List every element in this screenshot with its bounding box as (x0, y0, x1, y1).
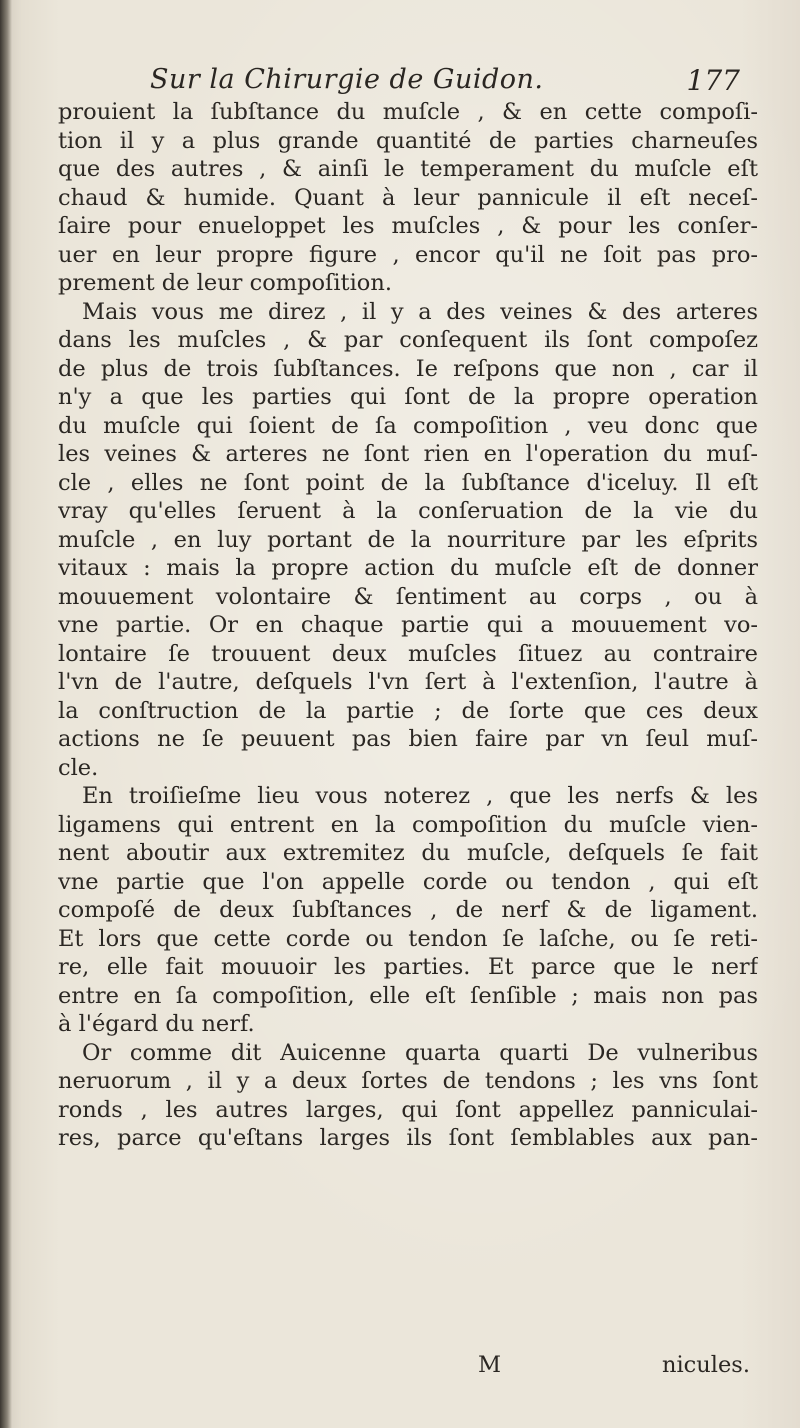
text-line: Et lors que cette corde ou tendon ſe laſche, ou ſe reti- (58, 925, 758, 952)
text-line: prouient la ſubſtance du muſcle , & en cette compoſi- (58, 99, 758, 125)
text-line: vne partie que l'on appelle corde ou tendon , qui eſt (58, 868, 758, 895)
text-line: chaud & humide. Quant à leur pannicule il eſt neceſ- (58, 184, 758, 211)
text-line: lontaire ſe trouuent deux muſcles ſituez au contraire (58, 640, 758, 667)
catchword: nicules. (662, 1352, 750, 1378)
text-line: prement de leur compoſition. (58, 270, 392, 296)
text-line: re, elle fait mouuoir les parties. Et parce que le nerf (58, 954, 758, 980)
text-line: cle. (58, 754, 99, 781)
text-line: que des autres , & ainſi le temperament du muſcle eſt (58, 156, 758, 182)
text-line: uer en leur propre figure , encor qu'il ne ſoit pas pro- (58, 241, 758, 268)
text-line: vitaux : mais la propre action du muſcle eſt de donner (58, 555, 758, 581)
text-line: ſaire pour enueloppet les muſcles , & pour les conſer- (58, 213, 758, 239)
text-line: res, parce qu'eſtans larges ils ſont ſemblables aux pan- (58, 1125, 758, 1151)
text-line: la conſtruction de la partie ; de ſorte que ces deux (58, 697, 758, 724)
page-gutter-shadow (0, 0, 12, 1428)
text-line: actions ne ſe peuuent pas bien faire par vn ſeul muſ- (58, 726, 758, 752)
text-line: ronds , les autres larges, qui ſont appellez panniculai- (58, 1096, 758, 1123)
running-title: Sur la Chirurgie de Guidon. (150, 64, 544, 95)
text-line: à l'égard du nerf. (58, 1011, 255, 1037)
text-line: nent aboutir aux extremitez du muſcle, deſquels ſe fait (58, 840, 758, 866)
text-line: dans les muſcles , & par conſequent ils ſont compoſez (58, 327, 758, 353)
body-text (58, 98, 758, 1153)
text-line: tion il y a plus grande quantité de parties charneuſes (58, 127, 758, 154)
text-line: de plus de trois ſubſtances. Ie reſpons que non , car il (58, 355, 758, 382)
page-footer (58, 1352, 758, 1382)
text-line: les veines & arteres ne ſont rien en l'operation du muſ- (58, 441, 758, 467)
text-line: l'vn de l'autre, deſquels l'vn ſert à l'extenſion, l'autre à (58, 669, 758, 695)
text-line: En troiſieſme lieu vous noterez , que les nerfs & les (82, 783, 758, 809)
text-line: neruorum , il y a deux ſortes de tendons ; les vns ſont (58, 1068, 758, 1094)
text-line: muſcle , en luy portant de la nourriture par les eſprits (58, 526, 758, 553)
text-line: vray qu'elles ſeruent à la conſeruation de la vie du (58, 498, 758, 524)
text-line: ligamens qui entrent en la compoſition du muſcle vien- (58, 811, 758, 838)
text-line: cle , elles ne ſont point de la ſubſtance d'iceluy. Il eſt (58, 469, 758, 496)
text-line: Mais vous me direz , il y a des veines & des arteres (82, 298, 758, 325)
signature-mark: M (478, 1352, 502, 1378)
text-line: n'y a que les parties qui ſont de la propre operation (58, 384, 758, 410)
text-line: mouuement volontaire & ſentiment au corps , ou à (58, 583, 758, 610)
text-line: du muſcle qui ſoient de ſa compoſition , veu donc que (58, 412, 758, 439)
text-line: compoſé de deux ſubſtances , de nerf & de ligament. (58, 897, 758, 923)
text-line: entre en ſa compoſition, elle eſt ſenſible ; mais non pas (58, 982, 758, 1009)
page-number: 177 (686, 64, 740, 97)
text-line: vne partie. Or en chaque partie qui a mouuement vo- (58, 612, 758, 638)
text-line: Or comme dit Auicenne quarta quarti De vulneribus (82, 1039, 758, 1066)
